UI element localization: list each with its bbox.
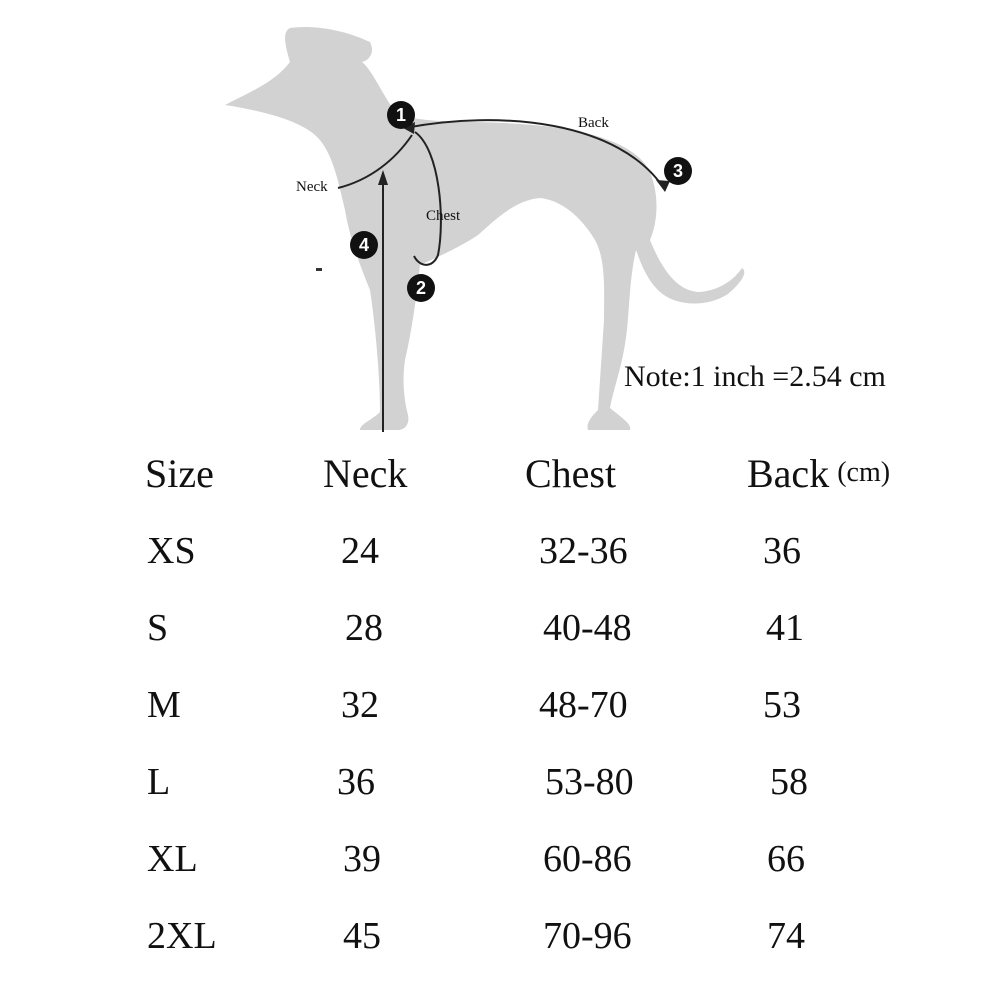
header-neck: Neck [323, 451, 408, 496]
cell-neck: 39 [343, 838, 381, 880]
cell-chest: 60-86 [543, 838, 632, 880]
table-row [0, 752, 1000, 812]
cell-neck: 32 [341, 684, 379, 726]
conversion-note: Note:1 inch =2.54 cm [624, 360, 886, 393]
cell-chest: 48-70 [539, 684, 628, 726]
cell-back: 74 [767, 915, 805, 957]
header-chest: Chest [525, 451, 617, 496]
table-row [0, 598, 1000, 658]
header-unit: (cm) [837, 457, 891, 488]
cell-size: L [147, 761, 171, 803]
cell-back: 66 [767, 838, 805, 880]
cell-chest: 70-96 [543, 915, 632, 957]
cell-back: 58 [770, 761, 808, 803]
table-row [0, 521, 1000, 581]
marker-4 [350, 231, 378, 259]
chest-label: Chest [426, 208, 461, 224]
cell-neck: 36 [337, 761, 375, 803]
cell-neck: 45 [343, 915, 381, 957]
table-row [0, 829, 1000, 889]
svg-text:1: 1 [395, 105, 407, 125]
svg-text:4: 4 [358, 235, 370, 255]
table-row [0, 906, 1000, 966]
size-table [0, 440, 1000, 1000]
cell-back: 41 [766, 607, 804, 649]
header-size: Size [145, 451, 214, 496]
svg-text:2: 2 [415, 278, 427, 298]
cell-back: 53 [763, 684, 801, 726]
cell-size: XL [147, 838, 198, 880]
cell-neck: 28 [345, 607, 383, 649]
cell-size: S [147, 607, 169, 649]
cell-size: 2XL [147, 915, 217, 957]
neck-label: Neck [296, 179, 328, 195]
marker-2 [407, 274, 435, 302]
back-label: Back [578, 115, 609, 131]
cell-chest: 53-80 [545, 761, 634, 803]
table-row [0, 675, 1000, 735]
cell-size: XS [147, 530, 196, 572]
marker-3 [664, 157, 692, 185]
cell-size: M [147, 684, 181, 726]
svg-text:3: 3 [672, 161, 684, 181]
cell-chest: 32-36 [539, 530, 628, 572]
header-back-group [747, 444, 890, 509]
header-back: Back [747, 451, 830, 496]
cell-chest: 40-48 [543, 607, 632, 649]
marker-1 [387, 101, 415, 129]
size-table-header [0, 444, 1000, 504]
cell-neck: 24 [341, 530, 379, 572]
cell-back: 36 [763, 530, 801, 572]
